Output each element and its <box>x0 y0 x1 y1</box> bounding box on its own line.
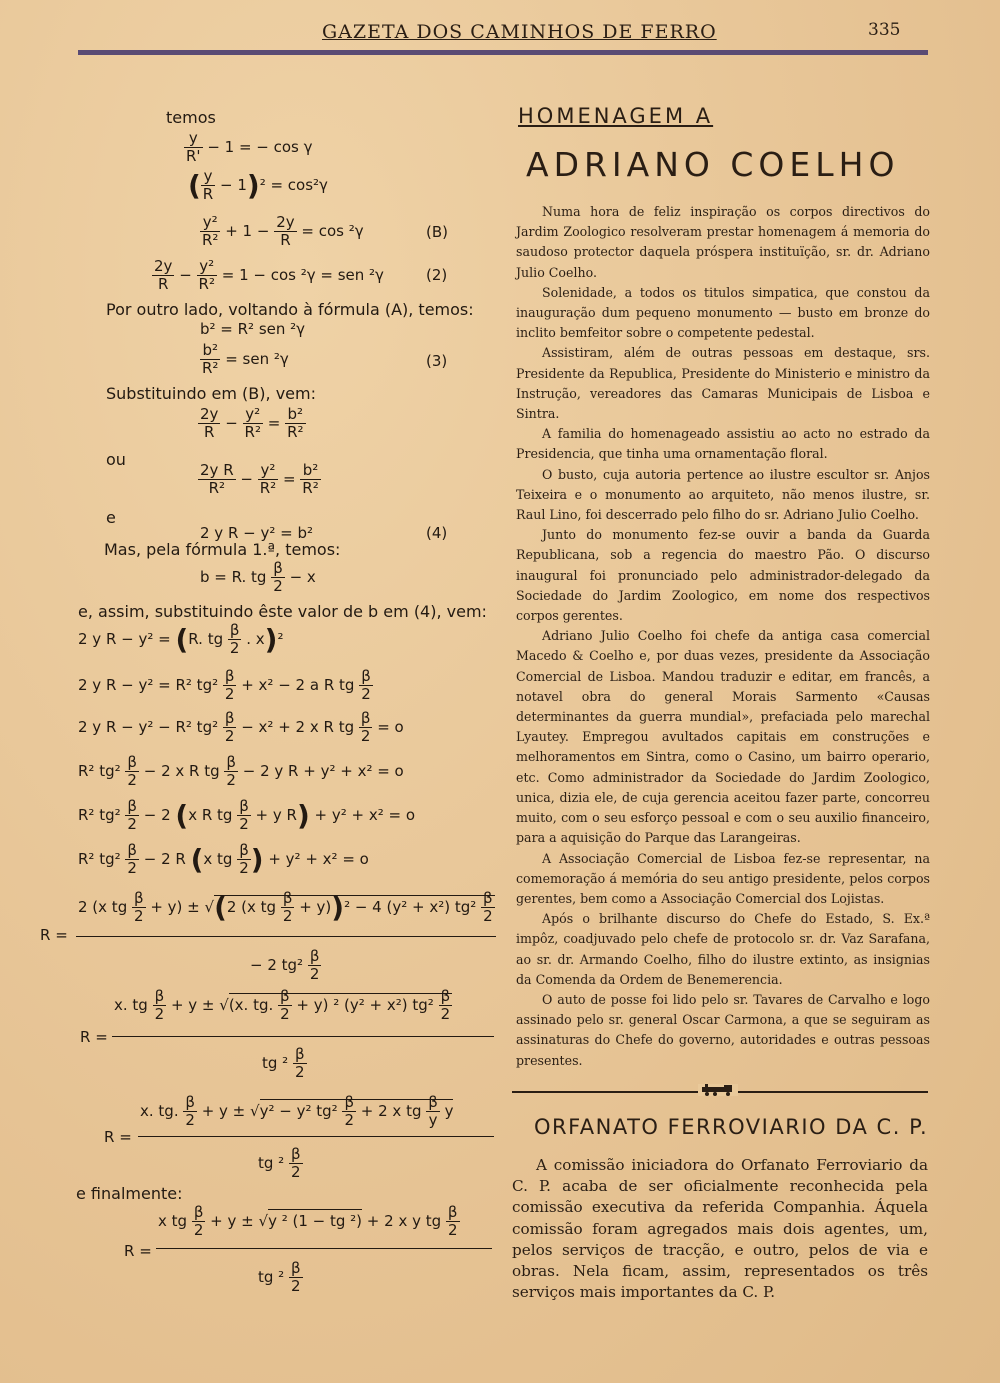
equation-1: $\frac{y}{R'}$ − 1 = − cos γ <box>186 129 313 165</box>
equation-8: $\frac{\text{2y R}}{\text{R²}}$ − $\frac{\text{y²}}{\text{R²}}$ = $\frac{\text{b²}}{\text{R²}}$ <box>200 461 319 497</box>
text-substituindo: Substituindo em (B), vem: <box>106 384 316 403</box>
paragraph: Numa hora de feliz inspiração os corpos directivos do Jardim Zoologico resolveram prestar homenagem á memoria do saudoso protector daquela próspera instituïção, sr. dr. Adriano Julio Coelho. <box>516 204 930 280</box>
paragraph: A Associação Comercial de Lisboa fez-se representar, na comemoração á memória do seu antigo presidente, pelos corpos gerentes, bem como a Associação Comercial dos Lojistas. <box>516 850 930 906</box>
equation-19-lhs: R = <box>104 1128 132 1146</box>
equation-20-numerator: x tg $\frac{\beta}{2}$ + y ± √y ² (1 − tg ²) + 2 x y tg $\frac{\beta}{2}$ <box>158 1203 458 1239</box>
equation-2: ( $\frac{y}{R}$ − 1)² = cos²γ <box>188 167 328 203</box>
text-e: e <box>106 508 116 527</box>
paragraph: O auto de posse foi lido pelo sr. Tavares de Carvalho e logo assinado pelo sr. general Oscar Carmona, a que se seguiram as assinaturas do Chefe do governo, autoridades e outras pessoas presentes. <box>516 991 930 1068</box>
equation-7: $\frac{2y}{R}$ − $\frac{\text{y²}}{\text{R²}}$ = $\frac{\text{b²}}{\text{R²}}$ <box>200 405 304 441</box>
eq-label-3: (3) <box>426 352 448 370</box>
equation-16: R² tg² $\frac{\beta}{2}$ − 2 R (x tg $\frac{\beta}{2}$ ) + y² + x² = o <box>78 841 369 877</box>
text-temos: temos <box>166 108 216 127</box>
equation-11: 2 y R − y² = (R. tg $\frac{\beta}{2}$ . x)² <box>78 621 284 657</box>
article2-title: ORFANATO FERROVIARIO DA C. P. <box>534 1115 929 1139</box>
equation-17-numerator: 2 (x tg $\frac{\beta}{2}$ + y) ± √(2 (x tg $\frac{\beta}{2}$ + y))² − 4 (y² + x²) tg² $\frac{\beta}{2}$ <box>78 889 493 925</box>
fraction-bar <box>76 936 496 937</box>
paragraph: A comissão iniciadora do Orfanato Ferroviario da C. P. acaba de ser oficialmente reconhecida pela comissão executiva da referida Companhia. Áquela comissão foram agregados mais dois agentes, um, pelos serviços de tracção, e outro, pelos de via e obras. Nela ficam, assim, representados os três serviços mais importantes da C. P. <box>512 1156 928 1302</box>
paragraph: Adriano Julio Coelho foi chefe da antiga casa comercial Macedo & Coelho e, por duas vezes, presidente da Associação Comercial de Lisboa. Mandou traduzir e editar, em francês, a notavel obra do general Morais Sarmento «Causas determinantes da guerra mundial», prefaciada pelo marechal Lyautey. Empregou avultados capitais em construções e melhoramentos em Sintra, como o Casino, um bairro operario, etc. Como administrador da Sociedade do Jardim Zoologico, unica, dizia ele, de cuja gerencia aceitou fazer parte, concorreu muito, com o seu esforço pessoal e com o seu auxilio financeiro, para a aquisição do Parque das Larangeiras. <box>516 628 930 846</box>
article2-body <box>512 1155 928 1303</box>
math-column <box>40 100 510 1320</box>
paragraph: A familia do homenageado assistiu ao acto no estrado da Presidencia, que tinha uma ornamentação floral. <box>516 426 930 462</box>
article-title: ADRIANO COELHO <box>526 145 900 184</box>
equation-17-denominator: − 2 tg² $\frac{\beta}{2}$ <box>250 947 320 983</box>
equation-14: R² tg² $\frac{\beta}{2}$ − 2 x R tg $\frac{\beta}{2}$ − 2 y R + y² + x² = o <box>78 753 404 789</box>
equation-18-numerator: x. tg $\frac{\beta}{2}$ + y ± √(x. tg. $\frac{\beta}{2}$ + y) ² (y² + x²) tg² $\frac{\beta}{2}$ <box>114 987 451 1023</box>
paragraph: Após o brilhante discurso do Chefe do Estado, S. Ex.ª impôz, coadjuvado pelo chefe de protocolo sr. dr. Vaz Sarafana, ao sr. dr. Armando Coelho, filho do ilustre extinto, as insignias da Comenda da Ordem de Benemerencia. <box>516 911 930 987</box>
equation-5: b² = R² sen ²γ <box>200 320 306 338</box>
fraction-bar <box>156 1248 492 1249</box>
eq-label-4: (4) <box>426 524 448 542</box>
equation-19-numerator: x. tg. $\frac{\beta}{2}$ + y ± √y² − y² tg² $\frac{\beta}{2}$ + 2 x tg $\frac{\beta}{y}$ y <box>140 1093 454 1129</box>
text-finalmente: e finalmente: <box>76 1184 183 1203</box>
equation-13: 2 y R − y² − R² tg² $\frac{\beta}{2}$ − x² + 2 x R tg $\frac{\beta}{2}$ = o <box>78 709 404 745</box>
equation-17-lhs: R = <box>40 926 68 944</box>
text-assim: e, assim, substituindo êste valor de b em (4), vem: <box>78 602 487 621</box>
fraction-bar <box>138 1136 494 1137</box>
page-number: 335 <box>868 20 901 40</box>
equation-6: $\frac{\text{b²}}{\text{R²}}$ = sen ²γ <box>202 341 289 377</box>
equation-9: 2 y R − y² = b² <box>200 524 314 542</box>
equation-20-lhs: R = <box>124 1242 152 1260</box>
page-header <box>78 18 928 58</box>
equation-19-denominator: tg ² $\frac{\beta}{2}$ <box>258 1145 301 1181</box>
equation-10: b = R. tg $\frac{\beta}{2}$ − x <box>200 559 316 595</box>
equation-18-denominator: tg ² $\frac{\beta}{2}$ <box>262 1045 305 1081</box>
locomotive-icon <box>698 1084 738 1096</box>
header-rule <box>78 50 928 55</box>
text-mas: Mas, pela fórmula 1.ª, temos: <box>104 540 341 559</box>
section-divider <box>512 1082 928 1098</box>
eq-label-b: (B) <box>426 223 448 241</box>
equation-15: R² tg² $\frac{\beta}{2}$ − 2 (x R tg $\frac{\beta}{2}$ + y R) + y² + x² = o <box>78 797 416 833</box>
paragraph: O busto, cuja autoria pertence ao ilustre escultor sr. Anjos Teixeira e o monumento ao arquiteto, não menos ilustre, sr. Raul Lino, foi descerrado pelo filho do sr. Adriano Julio Coelho. <box>516 466 930 523</box>
text-por-outro: Por outro lado, voltando à fórmula (A), temos: <box>106 300 474 319</box>
journal-title: GAZETA DOS CAMINHOS DE FERRO <box>322 21 717 43</box>
paragraph: Solenidade, a todos os titulos simpatica, que constou da inauguração dum pequeno monumento — busto em bronze do inclito bemfeitor sobre o competente pedestal. <box>516 284 930 341</box>
article-kicker: HOMENAGEM A <box>518 104 714 128</box>
article-column <box>512 100 932 1300</box>
equation-3: $\frac{\text{y²}}{\text{R²}}$ + 1 − $\frac{2y}{R}$ = cos ²γ <box>202 213 364 249</box>
paragraph: Junto do monumento fez-se ouvir a banda da Guarda Republicana, sob a regencia do maestro Pão. O discurso inaugural foi pronunciado pelo administrador-delegado da Sociedade do Jardim Zoologico, em nome dos respectivos corpos gerentes. <box>516 527 930 624</box>
eq-label-2: (2) <box>426 266 448 284</box>
article-body <box>516 202 930 1071</box>
equation-20-denominator: tg ² $\frac{\beta}{2}$ <box>258 1259 301 1295</box>
equation-18-lhs: R = <box>80 1028 108 1046</box>
equation-4: $\frac{2y}{R}$ − $\frac{\text{y²}}{\text{R²}}$ = 1 − cos ²γ = sen ²γ <box>154 257 384 293</box>
paragraph: Assistiram, além de outras pessoas em destaque, srs. Presidente da Republica, Presidente do Ministerio e ministro da Instrução, vereadores das Camaras Municipais de Lisboa e Sintra. <box>516 345 930 422</box>
equation-12: 2 y R − y² = R² tg² $\frac{\beta}{2}$ + x² − 2 a R tg $\frac{\beta}{2}$ <box>78 667 371 703</box>
fraction-bar <box>112 1036 494 1037</box>
text-ou: ou <box>106 450 126 469</box>
